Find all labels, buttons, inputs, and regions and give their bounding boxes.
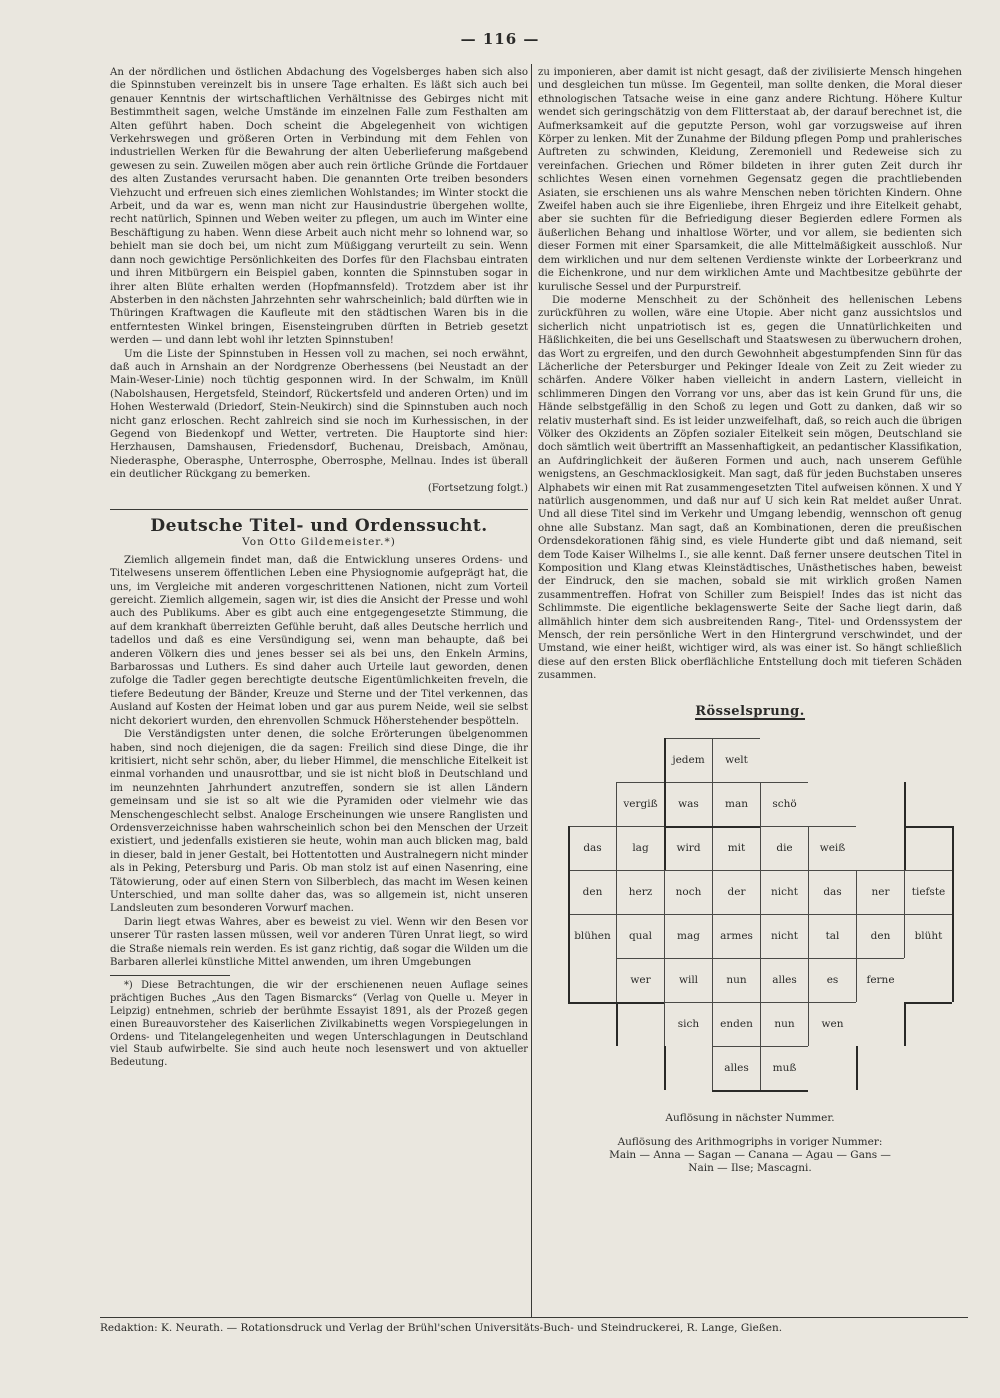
puzzle-cell: tal	[808, 914, 856, 958]
right-column	[538, 66, 962, 1176]
puzzle-cell: noch	[664, 870, 712, 914]
puzzle-cell: wer	[616, 958, 664, 1002]
solution-line: Main — Anna — Sagan — Canana — Agau — Gans —	[609, 1148, 891, 1161]
puzzle-cell: man	[712, 782, 760, 826]
puzzle-cell: ner	[856, 870, 904, 914]
puzzle-cell: enden	[712, 1002, 760, 1046]
puzzle-frame-line	[904, 1002, 906, 1046]
solution-title: Auflösung des Arithmogriphs in voriger Nummer:	[617, 1135, 883, 1148]
puzzle-cell: nun	[760, 1002, 808, 1046]
puzzle-cell: wen	[808, 1002, 856, 1046]
puzzle-cell: herz	[616, 870, 664, 914]
puzzle-frame-line	[664, 826, 760, 828]
puzzle-frame-line	[616, 1002, 618, 1046]
puzzle-cell: schö	[760, 782, 808, 826]
puzzle-frame-line	[952, 826, 954, 1002]
puzzle-cell: der	[712, 870, 760, 914]
puzzle-cell: das	[808, 870, 856, 914]
section-separator	[110, 509, 528, 510]
puzzle-frame-line	[904, 1002, 952, 1004]
puzzle-cell: es	[808, 958, 856, 1002]
puzzle-cell: nicht	[760, 870, 808, 914]
puzzle-cell: blühen	[568, 914, 616, 958]
continuation-note: (Fortsetzung folgt.)	[427, 482, 528, 494]
puzzle-cell: was	[664, 782, 712, 826]
puzzle-caption: Auflösung in nächster Nummer.	[665, 1112, 835, 1125]
puzzle-title: Rösselsprung.	[695, 703, 805, 719]
solution-line: Nain — Ilse; Mascagni.	[688, 1162, 812, 1175]
puzzle-cell: den	[856, 914, 904, 958]
puzzle-frame-line	[856, 1046, 858, 1090]
knight-tour-puzzle	[568, 738, 960, 1110]
paragraph: zu imponieren, aber damit ist nicht gesagt, daß der zivilisierte Mensch hingehen und desgleichen tun müsse. Im Gegenteil, man sollte denken, die Moral dieser ethnologischen Tatsache weise in eine ganz andere Richtung. Höhere Kultur wendet sich geringschätzig von dem Flitterstaat ab, der darauf berechnet ist, die Aufmerksamkeit auf die geputzte Person, wohl gar vorzugsweise auf ihren Körper zu lenken. Mit der Zunahme der Bildung pflegen Pomp und prahlerisches Auftreten zu schwinden, Kleidung, Zeremoniell und Redeweise sich zu vereinfachen. Griechen und Römer bildeten in ihrer guten Zeit durch ihr schlichtes Wesen einen vornehmen Gegensatz gegen die prachtliebenden Asiaten, sie erschienen uns als wahre Menschen neben törichten Kindern. Ohne Zweifel haben auch sie ihre Eigenliebe, ihren Ehrgeiz und ihre Eitelkeit gehabt, aber sie suchten für die Befriedigung dieser Begierden edlere Formen als äußerlichen Behang und inhaltlose Wörter, und vor allem, sie bedienten sich dieser Formen mit einer Sparsamkeit, die alle Mittelmäßigkeit ausschloß. Nur dem wirklichen und nur dem seltenen Verdienste winkte der Lorbeerkranz und die Eichenkrone, und nur dem wirklichen Amte und Machtbesitze gebührte der kurulische Sessel und der Purpurstreif.	[538, 67, 962, 293]
page-number: — 116 —	[460, 30, 540, 48]
puzzle-cell: das	[568, 826, 616, 870]
puzzle-frame-line	[568, 914, 570, 1002]
imprint: Redaktion: K. Neurath. — Rotationsdruck und Verlag der Brühl'schen Universitäts-Buch- und Steindruckerei, R. Lange, Gießen.	[100, 1322, 783, 1334]
puzzle-cell: alles	[760, 958, 808, 1002]
left-column	[110, 66, 528, 1070]
puzzle-cell: mit	[712, 826, 760, 870]
puzzle-cell: armes	[712, 914, 760, 958]
puzzle-cell: lag	[616, 826, 664, 870]
puzzle-cell: blüht	[904, 914, 952, 958]
puzzle-cell: vergiß	[616, 782, 664, 826]
puzzle-cell: muß	[760, 1046, 808, 1090]
puzzle-cell: weiß	[808, 826, 856, 870]
paragraph: Die Verständigsten unter denen, die solche Erörterungen übelgenommen haben, sind noch diejenigen, die da sagen: Freilich sind diese Dinge, die ihr kritisiert, nicht sehr schön, aber, du lieber Himmel, die menschliche Eitelkeit ist einmal vorhanden und unausrottbar, und sie ist nicht bloß in Deutschland und im neunzehnten Jahrhundert anzutreffen, sondern sie ist allen Ländern gemeinsam und sie ist so alt wie die Pyramiden oder vielmehr wie das Menschengeschlecht selbst. Analoge Erscheinungen wie unsere Ranglisten und Ordensverzeichnisse haben wahrscheinlich schon bei den Menschen der Urzeit existiert, und jedenfalls existieren sie heute, wohin man auch blicken mag, bald in dieser, bald in jener Gestalt, bei Hottentotten und Australnegern nicht minder als in Peking, Petersburg und Paris. Ob man stolz ist auf einen Nasenring, eine Tätowierung, oder auf einen Stern von Silberblech, das macht im Wesen keinen Unterschied, und man sollte daher das, was so allgemein ist, nicht unseren Landsleuten zum besonderen Vorwurf machen.	[110, 729, 528, 915]
puzzle-cell: qual	[616, 914, 664, 958]
article-byline: Von Otto Gildemeister.*)	[242, 536, 396, 549]
puzzle-cell: nun	[712, 958, 760, 1002]
puzzle-cell: den	[568, 870, 616, 914]
paragraph: Die moderne Menschheit zu der Schönheit des hellenischen Lebens zurückführen zu wollen, wäre eine Utopie. Aber nicht ganz aussichtslos und sicherlich nicht unpatriotisch ist es, gegen die Unnatürlichkeiten und Häßlichkeiten, die bei uns Gesellschaft und Staatswesen zu überwuchern drohen, das Wort zu ergreifen, und den durch Gewohnheit abgestumpfenden Sinn für das Lächerliche der Petersburger und Pekinger Ideale von Zeit zu Zeit wieder zu schärfen. Andere Völker haben vielleicht in andern Lastern, vielleicht in schlimmeren Dingen den Vorrang vor uns, aber das ist kein Grund für uns, die Hände selbstgefällig in den Schoß zu legen und Gott zu danken, daß wir so relativ musterhaft sind. Es ist leider unzweifelhaft, daß, so reich auch die übrigen Völker des Okzidents an Zöpfen sozialer Eitelkeit sein mögen, Deutschland sie doch sämtlich weit übertrifft an Massenhaftigkeit, an pedantischer Klassifikation, an Aufdringlichkeit der äußeren Formen und auch, nach unserem Gefühle wenigstens, an Geschmacklosigkeit. Man sagt, daß für jeden Buchstaben unseres Alphabets wir einen mit Rat zusammengesetzten Titel aufweisen können. X und Y natürlich ausgenommen, und daß nur auf U sich kein Rat meldet außer Unrat. Und all diese Titel sind im Verkehr und Umgang lebendig, wennschon oft genug ohne alle Substanz. Man sagt, daß an Kombinationen, deren die preußischen Ordensdekorationen fähig sind, es viele Hunderte gibt und daß niemand, seit dem Tode Kaiser Wilhelms I., sie alle kennt. Daß ferner unsere deutschen Titel in Komposition und Klang etwas Kleinstädtisches, Unästhetisches haben, beweist der Eindruck, den sie machen, sobald sie mit wirklich großen Namen zusammentreffen. Hofrat von Schiller zum Beispiel! Indes das ist nicht das Schlimmste. Die eigentliche beklagenswerte Seite der Sache liegt darin, daß allmählich hinter dem sich ausbreitenden Rang-, Titel- und Ordenssystem der Mensch, der rein persönliche Wert in den Hintergrund verschwindet, und der Umstand, wie einer heißt, wichtiger wird, als was einer ist. So hängt schließlich diese auf den ersten Blick oberflächliche Entstellung doch mit tieferen Schäden zusammen.	[538, 294, 962, 682]
paragraph: Ziemlich allgemein findet man, daß die Entwicklung unseres Ordens- und Titelwesens unserem öffentlichen Leben eine Physiognomie aufgeprägt hat, die uns, im Vergleiche mit anderen vorgeschrittenen Nationen, nicht zum Vorteil gereicht. Ziemlich allgemein, sagen wir, ist dies die Ansicht der Presse und wohl auch des Publikums. Aber es gibt auch eine entgegengesetzte Stimmung, die auf dem krankhaft überreizten Gefühle beruht, daß alles Deutsche herrlich und tadellos und daß es eine Versündigung sei, wenn man behaupte, daß bei anderen Völkern dies und jenes besser sei als bei uns, den Enkeln Armins, Barbarossas und Luthers. Es sind daher auch Urteile laut geworden, denen zufolge die Tadler gegen berechtigte deutsche Eigentümlichkeiten freveln, die tiefere Bedeutung der Bänder, Kreuze und Sterne und der Titel verkennen, das Ausland auf Kosten der Heimat loben und gar aus purem Neide, weil sie selbst nicht dekoriert wurden, den ehrenvollen Schmuck Höherstehender bespötteln.	[110, 554, 528, 727]
column-divider	[531, 64, 532, 1317]
puzzle-cell: wird	[664, 826, 712, 870]
paragraph: Darin liegt etwas Wahres, aber es beweist zu viel. Wenn wir den Besen vor unserer Tür rasten lassen müssen, weil vor anderen Türen Unrat liegt, so wird die Straße niemals rein werden. Es ist ganz richtig, daß sogar die Wilden um die Barbaren allerlei künstliche Mittel anwenden, um ihren Umgebungen	[110, 916, 529, 968]
puzzle-cell: will	[664, 958, 712, 1002]
footer-rule	[100, 1317, 968, 1318]
puzzle-cell: jedem	[664, 738, 712, 782]
puzzle-cell: welt	[712, 738, 760, 782]
footnote: *) Diese Betrachtungen, die wir der erschienenen neuen Auflage seines prächtigen Buches „Aus den Tagen Bismarcks“ (Verlag von Quelle u. Meyer in Leipzig) entnehmen, schrieb der berühmte Essayist 1891, als der Prozeß gegen einen Bureauvorsteher des Kaiserlichen Zivilkabinetts wegen Vorspiegelungen in Ordens- und Titelangelegenheiten und wegen Unterschlagungen in Deutschland viel Staub aufwirbelte. Sie sind auch heute noch lesenswert und von aktueller Bedeutung.	[110, 980, 528, 1069]
puzzle-cell: nicht	[760, 914, 808, 958]
puzzle-frame-line	[568, 826, 570, 914]
puzzle-cell: mag	[664, 914, 712, 958]
puzzle-frame-line	[664, 1046, 666, 1090]
article-title: Deutsche Titel- und Ordenssucht.	[150, 516, 488, 536]
footnote-rule	[110, 975, 230, 976]
puzzle-cell: ferne	[856, 958, 904, 1002]
puzzle-cell: sich	[664, 1002, 712, 1046]
puzzle-cell: alles	[712, 1046, 760, 1090]
puzzle-frame-line	[904, 826, 952, 828]
puzzle-cell: tiefste	[904, 870, 952, 914]
paragraph: An der nördlichen und östlichen Abdachung des Vogelsberges haben sich also die Spinnstuben vereinzelt bis in unsere Tage erhalten. Es läßt sich auch bei genauer Kenntnis der wirtschaftlichen Verhältnisse des Gebirges nicht mit Bestimmtheit sagen, welche Umstände im einzelnen Falle zum Festhalten am Alten geführt haben. Doch scheint die Abgelegenheit von wichtigen Verkehrswegen und größeren Orten in Verbindung mit dem Fehlen von industriellen Werken für die Bewahrung der alten Ueberlieferung maßgebend gewesen zu sein. Zuweilen mögen aber auch rein örtliche Gründe die Fortdauer des alten Zustandes verursacht haben. Die genannten Orte treiben besonders Viehzucht und erfreuen sich eines ziemlichen Wohlstandes; im Winter stockt die Arbeit, und da war es, wenn man nicht zur Hausindustrie übergehen wollte, recht natürlich, Spinnen und Weben weiter zu pflegen, um auch im Winter eine Beschäftigung zu haben. Wenn diese Arbeit auch nicht mehr so lohnend war, so behielt man sie doch bei, um nicht zum Müßiggang verurteilt zu sein. Wenn dann noch gewichtige Persönlichkeiten des Dorfes für den Flachsbau eintraten und ihren Mitbürgern ein Beispiel gaben, konnten die Spinnstuben sogar in ihrer alten Blüte erhalten werden (Hopfmannsfeld). Trotzdem aber ist ihr Absterben in den nächsten Jahrzehnten sehr wahrscheinlich; bald dürften wie in Thüringen Kraftwagen die Kaufleute mit den städtischen Waren bis in die entferntesten Winkel bringen, Eisensteingruben dürften in Betrieb gesetzt werden — und dann lebt wohl ihr letzten Spinnstuben!	[110, 67, 528, 347]
puzzle-frame-line	[712, 1090, 808, 1092]
paragraph: Um die Liste der Spinnstuben in Hessen voll zu machen, sei noch erwähnt, daß auch in Arnshain an der Nordgrenze Oberhessens (bei Neustadt an der Main-Weser-Linie) noch tüchtig gesponnen wird. In der Schwalm, im Knüll (Nabolshausen, Hergetsfeld, Steindorf, Rückertsfeld und anderen Orten) und im Hohen Westerwald (Driedorf, Stein-Neukirch) sind die Spinnstuben auch noch nicht ganz erloschen. Recht zahlreich sind sie noch im Kurhessischen, in der Gegend von Biedenkopf und Wetter, vertreten. Die Hauptorte sind hier: Herzhausen, Damshausen, Friedensdorf, Buchenau, Dreisbach, Amönau, Niederasphe, Oberasphe, Unterrosphe, Oberrosphe, Mellnau. Indes ist überall ein deutlicher Rückgang zu bemerken.	[110, 348, 528, 481]
puzzle-frame-line	[664, 738, 666, 870]
puzzle-cell: die	[760, 826, 808, 870]
